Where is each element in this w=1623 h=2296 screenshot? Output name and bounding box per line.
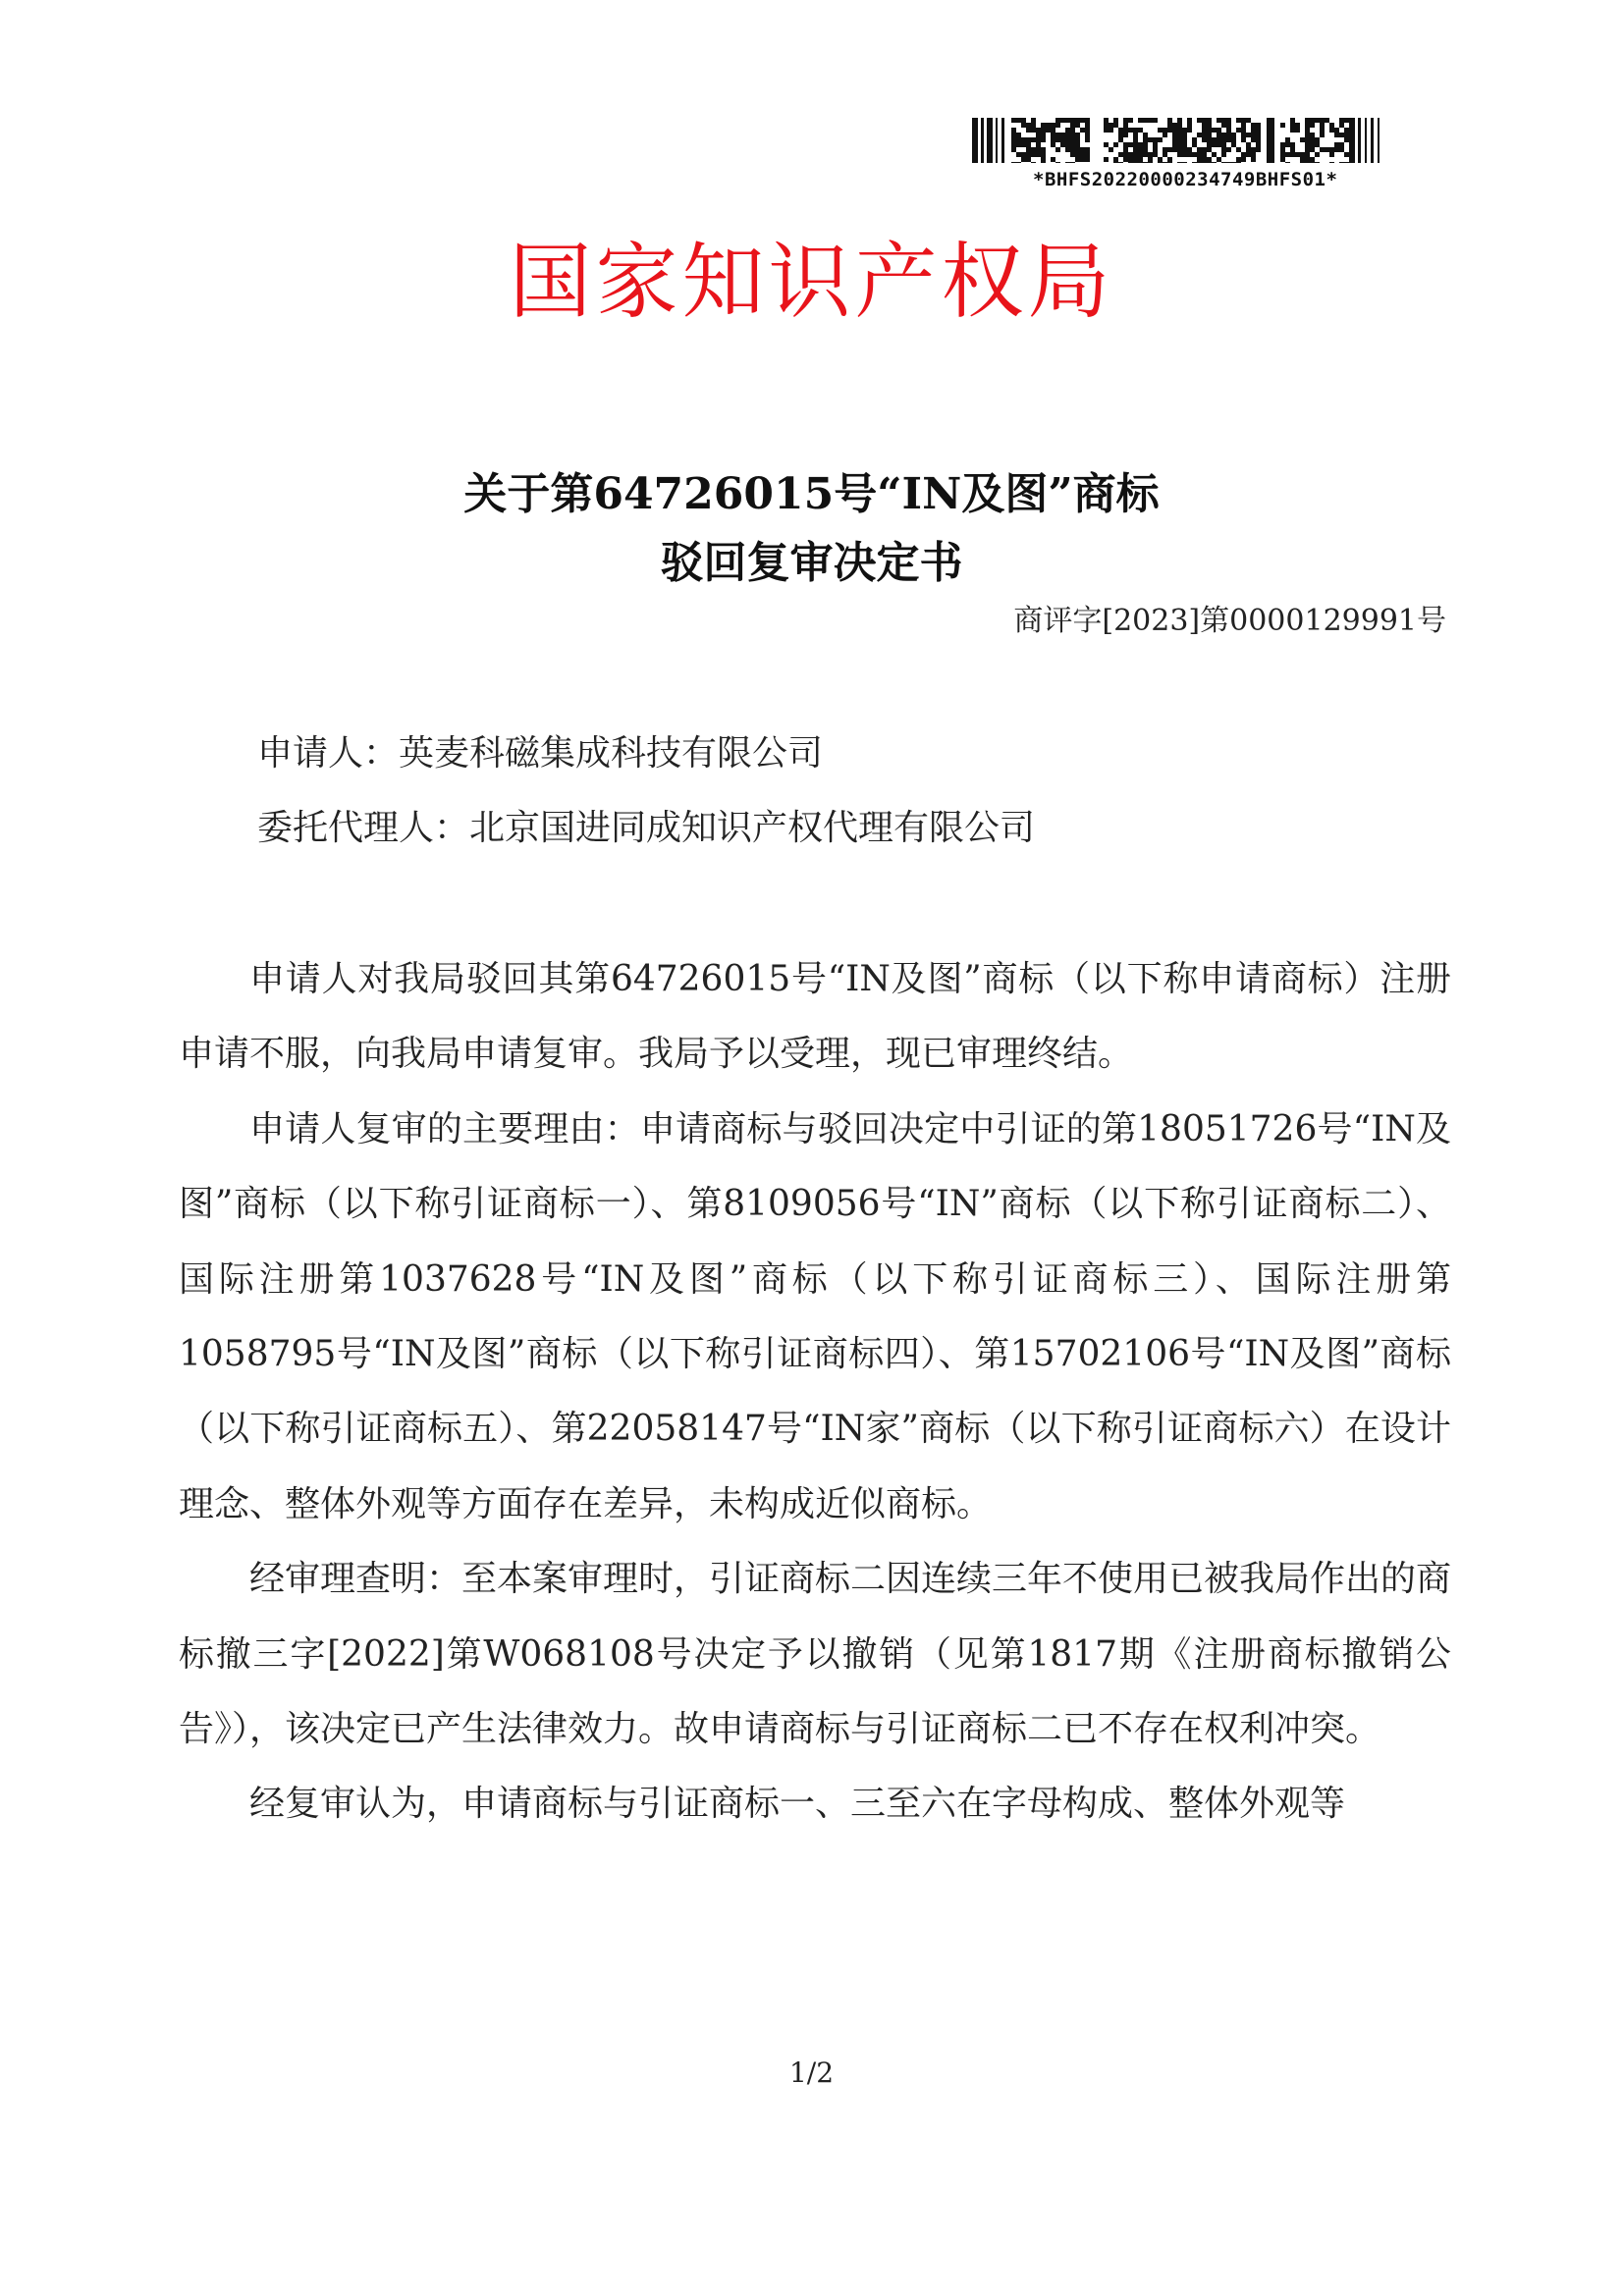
applicant-line: 申请人：英麦科磁集成科技有限公司 [257, 733, 824, 774]
barcode-code: *BHFS20220000234749BHFS01* [1033, 169, 1338, 190]
body-paragraph: 经审理查明：至本案审理时，引证商标二因连续三年不使用已被我局作出的商标撤三字[2022]第W068108号决定予以撤销（见第1817期《注册商标撤销公告》），该决定已产生法律效力。故申请商标与引证商标二已不存在权利冲突。 [179, 1559, 1452, 1750]
document-number: 商评字[2023]第0000129991号 [1013, 604, 1446, 638]
body-paragraph: 申请人复审的主要理由：申请商标与驳回决定中引证的第18051726号“IN及图”商标（以下称引证商标一）、第8109056号“IN”商标（以下称引证商标二）、国际注册第1037628号“IN及图”商标（以下称引证商标三）、国际注册第1058795号“IN及图”商标（以下称引证商标四）、第15702106号“IN及图”商标（以下称引证商标五）、第22058147号“IN家”商标（以下称引证商标六）在设计理念、整体外观等方面存在差异，未构成近似商标。 [179, 1108, 1451, 1524]
agency-header: 国家知识产权局 [509, 234, 1114, 330]
body-paragraph: 经复审认为，申请商标与引证商标一、三至六在字母构成、整体外观等 [249, 1784, 1346, 1825]
decision-body [179, 942, 1451, 1842]
document-title-line2: 驳回复审决定书 [660, 538, 963, 588]
page-number: 1/2 [788, 2056, 835, 2089]
document-title-line1: 关于第64726015号“IN及图”商标 [463, 469, 1160, 519]
agent-line: 委托代理人：北京国进同成知识产权代理有限公司 [257, 808, 1036, 848]
barcode [972, 118, 1394, 190]
body-paragraph: 申请人对我局驳回其第64726015号“IN及图”商标（以下称申请商标）注册申请不服，向我局申请复审。我局予以受理，现已审理终结。 [179, 959, 1451, 1075]
barcode-graphic [972, 118, 1384, 163]
